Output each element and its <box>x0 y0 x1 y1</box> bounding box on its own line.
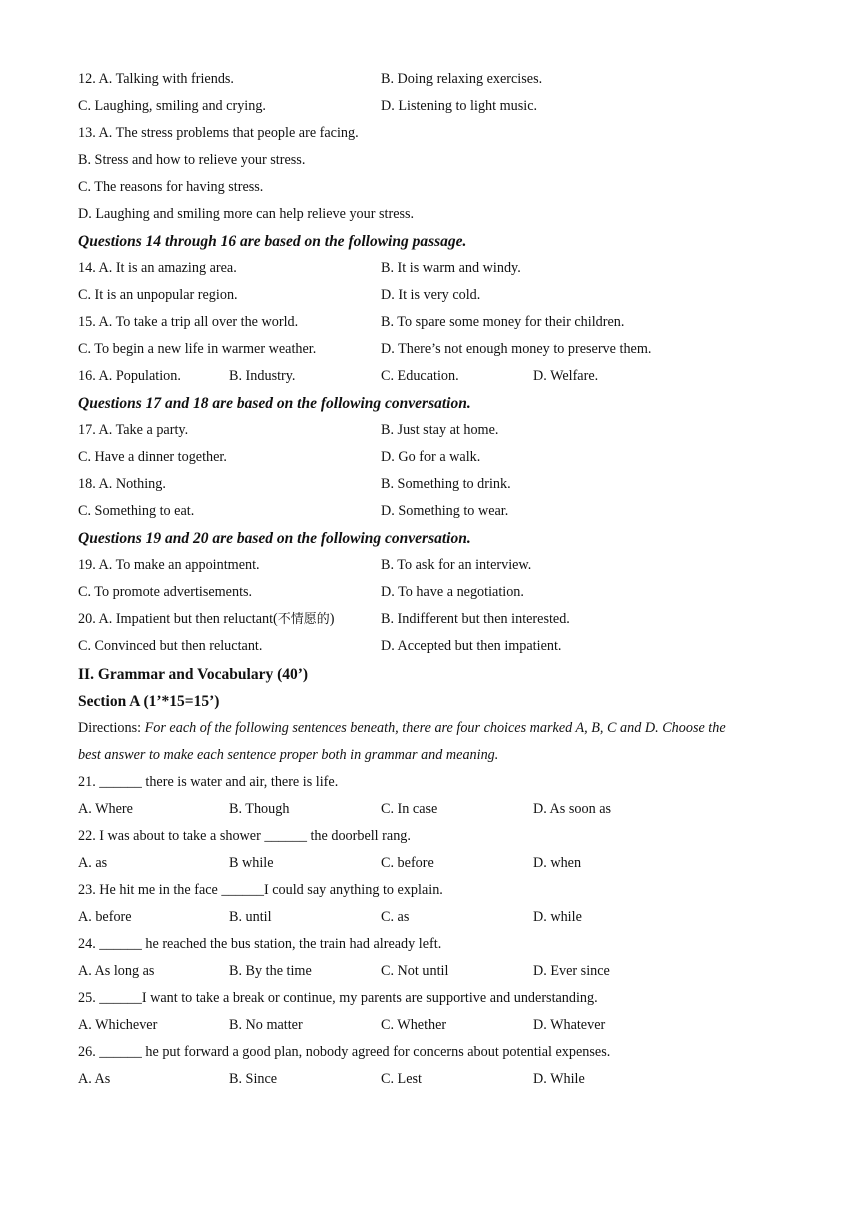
option-17-d: D. Go for a walk. <box>381 449 481 465</box>
option-18-c: C. Something to eat. <box>78 503 195 519</box>
question-21-stem: 21. ______ there is water and air, there is life. <box>78 774 339 790</box>
question-22-stem: 22. I was about to take a shower ______ the doorbell rang. <box>78 828 411 844</box>
option-23-b: B. until <box>229 909 272 925</box>
option-19-d: D. To have a negotiation. <box>381 584 524 600</box>
question-12-row-1 <box>78 66 798 93</box>
option-16-a: 16. A. Population. <box>78 368 181 384</box>
option-26-b: B. Since <box>229 1071 278 1087</box>
question-25-options <box>78 1012 798 1039</box>
option-22-d: D. when <box>533 855 582 871</box>
option-15-c: C. To begin a new life in warmer weather. <box>78 341 317 357</box>
option-17-a: 17. A. Take a party. <box>78 422 189 438</box>
option-14-b: B. It is warm and windy. <box>381 260 521 276</box>
question-14-row-1 <box>78 255 798 282</box>
section-title: Section A (1’*15=15’) <box>78 693 220 710</box>
question-26-stem: 26. ______ he put forward a good plan, nobody agreed for concerns about potential expenses. <box>78 1044 611 1060</box>
part-title: II. Grammar and Vocabulary (40’) <box>78 666 309 683</box>
option-12-b: B. Doing relaxing exercises. <box>381 71 543 87</box>
option-21-b: B. Though <box>229 801 290 817</box>
option-14-d: D. It is very cold. <box>381 287 481 303</box>
question-19-row-2 <box>78 579 798 606</box>
option-13-c: C. The reasons for having stress. <box>78 179 264 195</box>
option-19-b: B. To ask for an interview. <box>381 557 532 573</box>
option-16-c: C. Education. <box>381 368 459 384</box>
question-25-stem: 25. ______I want to take a break or continue, my parents are supportive and understanding. <box>78 990 598 1006</box>
question-18-row-1 <box>78 471 798 498</box>
question-15-row-1 <box>78 309 798 336</box>
option-20-c: C. Convinced but then reluctant. <box>78 638 263 654</box>
question-14-row-2 <box>78 282 798 309</box>
option-24-a: A. As long as <box>78 963 155 979</box>
question-12-row-2 <box>78 93 798 120</box>
question-23-options <box>78 904 798 931</box>
question-21-options <box>78 796 798 823</box>
question-24-options <box>78 958 798 985</box>
heading-questions-14-16: Questions 14 through 16 are based on the following passage. <box>78 233 467 250</box>
option-20-a <box>78 606 335 633</box>
question-16-row <box>78 363 798 390</box>
question-18-row-2 <box>78 498 798 525</box>
option-19-a: 19. A. To make an appointment. <box>78 557 260 573</box>
question-17-row-2 <box>78 444 798 471</box>
option-12-d: D. Listening to light music. <box>381 98 538 114</box>
question-24-stem: 24. ______ he reached the bus station, the train had already left. <box>78 936 442 952</box>
option-13-a: 13. A. The stress problems that people are facing. <box>78 125 359 141</box>
option-20-a-text: 20. A. Impatient but then reluctant( <box>78 611 278 627</box>
option-20-a-close: ) <box>329 611 335 627</box>
option-17-c: C. Have a dinner together. <box>78 449 227 465</box>
directions-label: Directions: <box>78 720 145 736</box>
option-24-c: C. Not until <box>381 963 449 979</box>
option-22-c: C. before <box>381 855 434 871</box>
directions-line-1 <box>78 715 798 742</box>
option-15-a: 15. A. To take a trip all over the world. <box>78 314 299 330</box>
directions-line-2: best answer to make each sentence proper both in grammar and meaning. <box>78 747 499 763</box>
question-17-row-1 <box>78 417 798 444</box>
option-23-a: A. before <box>78 909 132 925</box>
question-19-row-1 <box>78 552 798 579</box>
option-25-a: A. Whichever <box>78 1017 158 1033</box>
option-21-c: C. In case <box>381 801 438 817</box>
option-16-b: B. Industry. <box>229 368 296 384</box>
option-13-b: B. Stress and how to relieve your stress. <box>78 152 306 168</box>
option-21-a: A. Where <box>78 801 133 817</box>
question-23-stem: 23. He hit me in the face ______I could say anything to explain. <box>78 882 443 898</box>
option-15-d: D. There’s not enough money to preserve them. <box>381 341 652 357</box>
option-25-c: C. Whether <box>381 1017 447 1033</box>
option-13-d: D. Laughing and smiling more can help relieve your stress. <box>78 206 415 222</box>
option-25-d: D. Whatever <box>533 1017 606 1033</box>
option-17-b: B. Just stay at home. <box>381 422 499 438</box>
heading-questions-17-18: Questions 17 and 18 are based on the following conversation. <box>78 395 471 412</box>
option-16-d: D. Welfare. <box>533 368 599 384</box>
option-22-b: B while <box>229 855 274 871</box>
option-20-a-gloss: 不情愿的 <box>277 612 330 627</box>
option-22-a: A. as <box>78 855 108 871</box>
question-20-row-1 <box>78 606 798 633</box>
option-26-c: C. Lest <box>381 1071 422 1087</box>
option-23-d: D. while <box>533 909 582 925</box>
question-22-options <box>78 850 798 877</box>
option-20-b: B. Indifferent but then interested. <box>381 611 570 627</box>
question-15-row-2 <box>78 336 798 363</box>
option-12-c: C. Laughing, smiling and crying. <box>78 98 266 114</box>
option-18-b: B. Something to drink. <box>381 476 511 492</box>
heading-questions-19-20: Questions 19 and 20 are based on the following conversation. <box>78 530 471 547</box>
option-23-c: C. as <box>381 909 410 925</box>
option-24-b: B. By the time <box>229 963 312 979</box>
option-12-a: 12. A. Talking with friends. <box>78 71 234 87</box>
option-19-c: C. To promote advertisements. <box>78 584 253 600</box>
question-20-row-2 <box>78 633 798 660</box>
option-15-b: B. To spare some money for their children. <box>381 314 625 330</box>
option-14-a: 14. A. It is an amazing area. <box>78 260 237 276</box>
directions-text-1: For each of the following sentences beneath, there are four choices marked A, B, C and D. Choose the <box>144 720 726 736</box>
option-14-c: C. It is an unpopular region. <box>78 287 238 303</box>
option-24-d: D. Ever since <box>533 963 610 979</box>
option-21-d: D. As soon as <box>533 801 612 817</box>
option-26-a: A. As <box>78 1071 111 1087</box>
option-25-b: B. No matter <box>229 1017 303 1033</box>
option-26-d: D. While <box>533 1071 585 1087</box>
option-18-d: D. Something to wear. <box>381 503 509 519</box>
option-18-a: 18. A. Nothing. <box>78 476 166 492</box>
question-26-options <box>78 1066 798 1093</box>
option-20-d: D. Accepted but then impatient. <box>381 638 562 654</box>
